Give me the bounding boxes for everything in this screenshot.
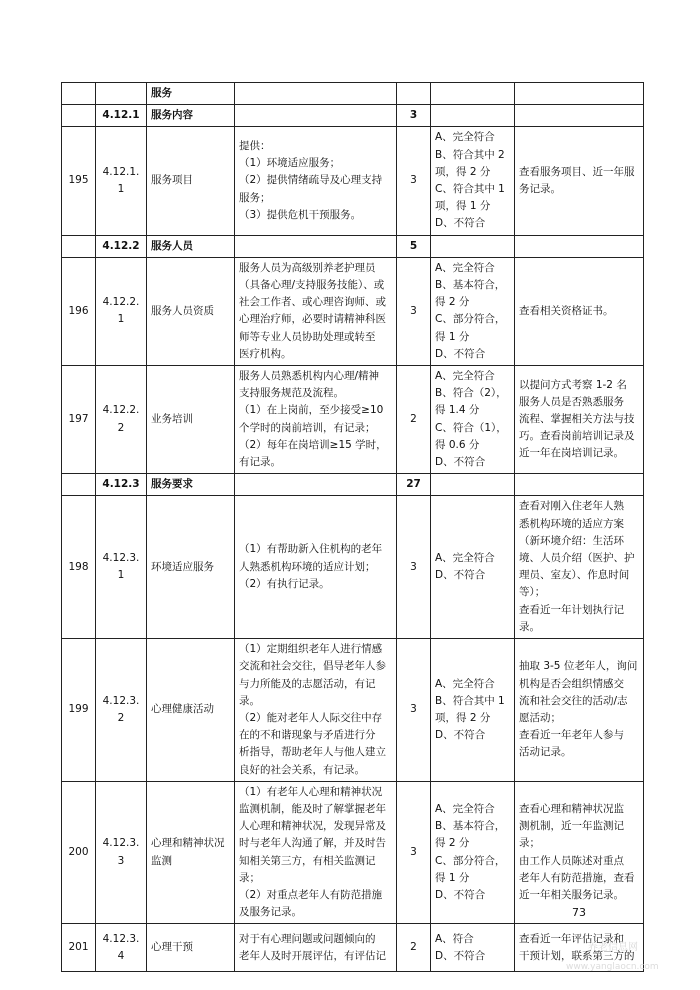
clause-code-cell: 4.12.3 [96,474,147,496]
score-cell: 3 [397,639,431,782]
row-number-cell: 200 [62,781,96,924]
grading-cell [431,105,515,127]
section-row [62,474,644,496]
clause-code-cell: 4.12.3.3 [96,781,147,924]
grading-cell-line: C、符合其中 1 [435,183,505,196]
requirement-cell-line: 良好的社会关系，有记录。 [239,763,365,776]
requirement-cell-line: 交流和社会交往，倡导老年人参 [239,660,386,673]
requirement-cell-line: （3）提供危机干预服务。 [239,208,362,221]
grading-cell-line: 项，得 2 分 [435,165,491,178]
method-cell [515,83,644,105]
method-cell-line: 由工作人员陈述对重点 [519,854,624,867]
grading-cell [431,83,515,105]
item-name-cell: 业务培训 [147,366,235,474]
requirement-cell [235,105,397,127]
method-cell-line: 抽取 3-5 位老年人，询问 [519,660,638,673]
method-cell [515,235,644,257]
method-cell-line: 流和社会交往的活动/志 [519,694,628,707]
method-cell [515,496,644,639]
method-cell-line: 务记录。 [519,183,561,196]
requirement-cell-line: 提供： [239,140,271,152]
table-row [62,366,644,474]
grading-cell-line: C、符合（1）， [435,421,507,434]
method-cell-line: （新环境介绍：生活环 [519,534,624,547]
score-cell: 2 [397,366,431,474]
method-cell-line: 以提问方式考察 1-2 名 [519,378,627,391]
requirement-cell-line: 社会工作者、或心理咨询师、或 [239,296,386,309]
table-row [62,781,644,924]
method-cell-line: 查看近一年评估记录和 [519,932,624,945]
requirement-cell [235,496,397,639]
method-cell-line: 理员、室友）、作息时间 [519,569,630,582]
grading-cell-line: B、符合其中 1 [435,694,505,707]
watermark-url: www.yanglaocn.com [566,962,659,972]
score-cell: 3 [397,496,431,639]
requirement-cell-line: 知相关第三方，有相关监测记 [239,854,376,867]
requirement-cell-line: 及服务记录。 [239,906,302,919]
clause-code-cell: 4.12.2.1 [96,257,147,365]
method-cell-line: 测机制，近一年监测记 [519,820,624,833]
grading-cell-line: 得 1 分 [435,330,470,343]
method-cell-line: 服务人员是否熟悉服务 [519,395,624,408]
grading-cell [431,257,515,365]
requirement-cell-line: 录； [239,871,260,884]
method-cell [515,781,644,924]
method-cell-line: 巧。查看岗前培训记录及 [519,430,635,443]
table-row [62,257,644,365]
clause-code-cell: 4.12.1 [96,105,147,127]
row-number-cell [62,105,96,127]
requirement-cell-line: 对于有心理问题或问题倾向的 [239,932,376,945]
method-cell-line: 录； [519,837,540,850]
grading-cell-line: B、基本符合， [435,279,506,292]
clause-code-cell: 4.12.3.1 [96,496,147,639]
row-number-cell [62,235,96,257]
requirement-cell [235,781,397,924]
item-name-cell: 服务内容 [147,105,235,127]
row-number-cell: 199 [62,639,96,782]
grading-cell [431,127,515,235]
requirement-cell-line: 服务人员熟悉机构内心理/精神 [239,370,380,383]
requirement-cell-line: （1）定期组织老年人进行情感 [239,643,383,656]
item-name-cell: 服务要求 [147,474,235,496]
grading-cell-line: A、完全符合 [435,370,495,383]
requirement-cell-line: 服务； [239,191,271,204]
method-cell [515,105,644,127]
requirement-cell-line: （2）提供情绪疏导及心理支持 [239,174,383,187]
grading-cell-line: B、符合（2）， [435,387,507,400]
requirement-cell-line: 服务人员为高级别养老护理员 [239,261,376,274]
watermark-text: 养老信息网 [588,942,638,953]
item-name-cell: 服务人员资质 [147,257,235,365]
method-cell-line: 干预计划，联系第三方的 [519,949,635,962]
grading-cell [431,781,515,924]
clause-code-cell: 4.12.3.2 [96,639,147,782]
table-row [62,127,644,235]
grading-cell-line: A、符合 [435,932,474,945]
requirement-cell [235,127,397,235]
row-number-cell: 195 [62,127,96,235]
requirement-cell-line: 师等专业人员协助处理或转至 [239,330,376,343]
score-cell: 3 [397,257,431,365]
row-number-cell: 197 [62,366,96,474]
grading-cell [431,366,515,474]
requirement-cell [235,235,397,257]
grading-cell-line: B、基本符合， [435,820,506,833]
grading-cell-line: D、不符合 [435,347,486,360]
standards-table [61,82,644,972]
item-name-cell: 心理干预 [147,924,235,972]
grading-cell-line: B、符合其中 2 [435,148,505,161]
requirement-cell-line: （2）每年在岗培训≥15 学时， [239,438,387,451]
grading-cell [431,924,515,972]
clause-code-cell: 4.12.2.2 [96,366,147,474]
requirement-cell-line: （1）环境适应服务； [239,157,341,170]
requirement-cell-line: 支持服务规范及流程。 [239,387,344,400]
method-cell [515,127,644,235]
table-body [62,83,644,972]
grading-cell-line: D、不符合 [435,729,486,742]
method-cell [515,366,644,474]
method-cell-line: 悉机构环境的适应方案 [519,517,624,530]
row-number-cell [62,83,96,105]
clause-code-cell: 4.12.2 [96,235,147,257]
grading-cell [431,639,515,782]
clause-code-cell [96,83,147,105]
grading-cell-line: D、不符合 [435,217,486,230]
score-cell: 2 [397,924,431,972]
score-cell: 3 [397,105,431,127]
score-cell [397,83,431,105]
row-number-cell: 201 [62,924,96,972]
requirement-cell-line: （1）有帮助新入住机构的老年 [239,543,383,556]
method-cell-line: 近一年相关服务记录。 [519,888,624,901]
clause-code-cell: 4.12.3.4 [96,924,147,972]
grading-cell-line: 项，得 1 分 [435,200,491,213]
requirement-cell-line: 心理治疗师，必要时请精神科医 [239,313,386,326]
requirement-cell-line: 时与老年人沟通了解，并及时告 [239,837,386,850]
score-cell: 5 [397,235,431,257]
page-number: 73 [572,906,586,919]
requirement-cell-line: 在的不和谐现象与矛盾进行分 [239,729,376,742]
clause-code-cell: 4.12.1.1 [96,127,147,235]
method-cell-line: 录。 [519,620,540,633]
method-cell [515,639,644,782]
method-cell-line: 查看心理和精神状况监 [519,802,624,815]
table-row [62,496,644,639]
requirement-cell-line: （1）在上岗前，至少接受≥10 [239,404,384,417]
method-cell-line: 查看相关资格证书。 [519,304,614,317]
method-cell-line: 机构是否会组织情感交 [519,677,624,690]
method-cell-line: 老年人有防范措施，查看 [519,871,635,884]
method-cell-line: 近一年在岗培训记录。 [519,447,624,460]
grading-cell-line: D、不符合 [435,949,486,962]
item-name-cell: 服务项目 [147,127,235,235]
requirement-cell-line: 监测机制，能及时了解掌握老年 [239,802,386,815]
method-cell-line: 等）； [519,586,546,599]
score-cell: 3 [397,127,431,235]
method-cell-line: 查看近一年老年人参与 [519,729,624,742]
grading-cell-line: D、不符合 [435,456,486,469]
method-cell-line: 愿活动； [519,711,561,724]
requirement-cell-line: 医疗机构。 [239,347,292,360]
score-cell: 3 [397,781,431,924]
method-cell [515,257,644,365]
grading-cell-line: 项，得 2 分 [435,711,491,724]
method-cell [515,474,644,496]
requirement-cell-line: （2）有执行记录。 [239,577,330,590]
requirement-cell-line: （2）能对老年人人际交往中存 [239,711,383,724]
section-row [62,83,644,105]
item-name-cell: 心理和精神状况监测 [147,781,235,924]
requirement-cell [235,83,397,105]
grading-cell [431,496,515,639]
grading-cell [431,235,515,257]
grading-cell-line: D、不符合 [435,569,486,582]
grading-cell-line: D、不符合 [435,888,486,901]
requirement-cell [235,366,397,474]
item-name-cell: 环境适应服务 [147,496,235,639]
section-row [62,235,644,257]
requirement-cell [235,474,397,496]
requirement-cell [235,924,397,972]
grading-cell-line: 得 2 分 [435,296,470,309]
grading-cell-line: A、完全符合 [435,677,495,690]
grading-cell-line: A、完全符合 [435,552,495,565]
requirement-cell-line: 人熟悉机构环境的适应计划； [239,560,376,573]
method-cell-line: 查看服务项目、近一年服 [519,165,635,178]
section-row [62,105,644,127]
requirement-cell [235,257,397,365]
requirement-cell-line: （2）对重点老年人有防范措施 [239,888,383,901]
grading-cell-line: C、部分符合， [435,313,506,326]
requirement-cell-line: 人心理和精神状况，发现异常及 [239,820,386,833]
grading-cell-line: 得 2 分 [435,837,470,850]
grading-cell-line: 得 0.6 分 [435,438,480,451]
item-name-cell: 服务人员 [147,235,235,257]
grading-cell-line: 得 1 分 [435,871,470,884]
requirement-cell [235,639,397,782]
requirement-cell-line: 老年人及时开展评估，有评估记 [239,949,386,962]
item-name-cell: 心理健康活动 [147,639,235,782]
requirement-cell-line: 析指导，帮助老年人与他人建立 [239,746,386,759]
grading-cell [431,474,515,496]
grading-cell-line: A、完全符合 [435,131,495,144]
method-cell-line: 活动记录。 [519,746,572,759]
item-name-cell: 服务 [147,83,235,105]
row-number-cell: 196 [62,257,96,365]
grading-cell-line: 得 1.4 分 [435,404,480,417]
grading-cell-line: A、完全符合 [435,802,495,815]
requirement-cell-line: 与力所能及的志愿活动，有记 [239,677,376,690]
requirement-cell-line: 有记录。 [239,456,281,469]
requirement-cell-line: 录。 [239,694,260,707]
row-number-cell [62,474,96,496]
requirement-cell-line: 个学时的岗前培训，有记录； [239,421,376,434]
score-cell: 27 [397,474,431,496]
method-cell-line: 查看近一年计划执行记 [519,603,624,616]
requirement-cell-line: （1）有老年人心理和精神状况 [239,785,383,798]
method-cell-line: 流程、掌握相关方法与技 [519,413,635,426]
grading-cell-line: A、完全符合 [435,261,495,274]
table-row [62,639,644,782]
grading-cell-line: C、部分符合， [435,854,506,867]
table-row [62,924,644,972]
row-number-cell: 198 [62,496,96,639]
method-cell-line: 查看对刚入住老年人熟 [519,500,624,513]
method-cell-line: 境、人员介绍（医护、护 [519,552,635,565]
requirement-cell-line: （具备心理/支持服务技能）、或 [239,279,385,292]
